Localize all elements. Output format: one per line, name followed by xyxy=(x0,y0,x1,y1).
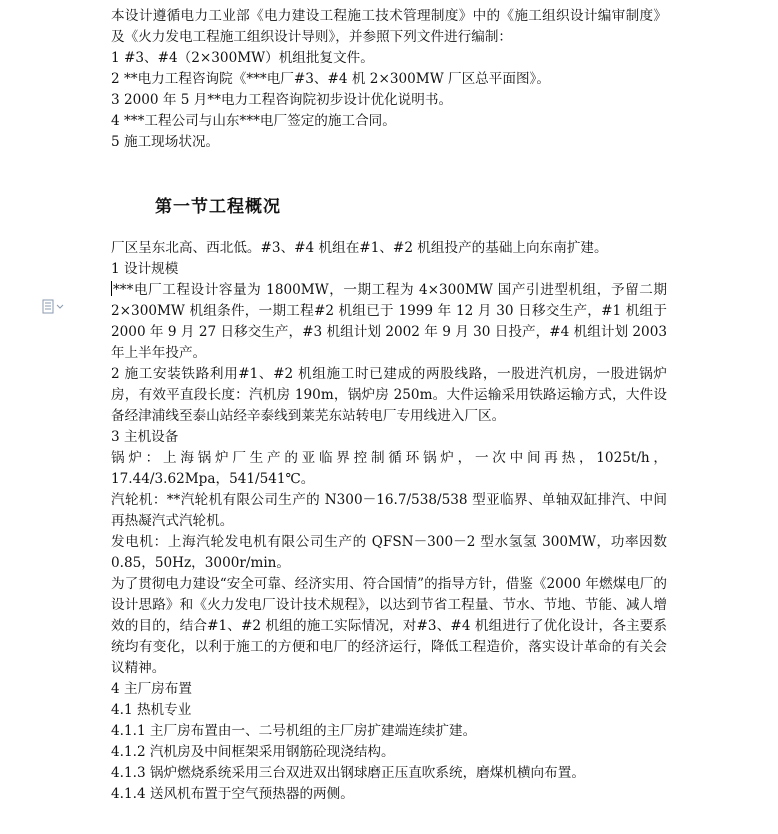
item-4-1-1: 4.1.1 主厂房布置由一、二号机组的主厂房扩建端连续扩建。 xyxy=(111,723,477,739)
spacer xyxy=(111,220,667,238)
site-overview-paragraph: 厂区呈东北高、西北低。#3、#4 机组在#1、#2 机组投产的基础上向东南扩建。 xyxy=(111,240,608,256)
section-heading: 第一节工程概况 xyxy=(155,197,281,217)
reference-item-3: 3 2000 年 5 月**电力工程咨询院初步设计优化说明书。 xyxy=(111,92,453,108)
intro-paragraph: 本设计遵循电力工业部《电力建设工程施工技术管理制度》中的《施工组织设计编审制度》及《火力发电工程施工组织设计导则》，并参照下列文件进行编制： xyxy=(111,8,667,45)
turbine-paragraph: 汽轮机：**汽轮机有限公司生产的 N300－16.7/538/538 型亚临界、单轴双缸排汽、中间再热凝汽式汽轮机。 xyxy=(111,492,667,529)
item-4-1-2: 4.1.2 汽机房及中间框架采用钢筋砼现浇结构。 xyxy=(111,744,395,760)
item-4-1-3: 4.1.3 锅炉燃烧系统采用三台双进双出钢球磨正压直吹系统，磨煤机横向布置。 xyxy=(111,765,585,781)
design-scale-text: ***电厂工程设计容量为 1800MW，一期工程为 4×300MW 国产引进型机组，予留二期 2×300MW 机组条件，一期工程#2 机组已于 1999 年 12 月 30 日移交生产，#1 机组于 2000 年 9 月 27 日移交生产，#3 机组计划 2002 年 9 月 30 日投产，#4 机组计划 2003 年上半年投产。 xyxy=(111,282,667,361)
design-scale-title: 1 设计规模 xyxy=(111,261,179,277)
boiler-paragraph: 锅炉：上海锅炉厂生产的亚临界控制循环锅炉，一次中间再热，1025t/h，17.44/3.62Mpa，541/541℃。 xyxy=(111,450,667,487)
document-body xyxy=(111,6,667,805)
railway-paragraph: 2 施工安装铁路利用#1、#2 机组施工时已建成的两股线路，一股进汽机房，一股进锅炉房，有效平直段长度：汽机房 190m，锅炉房 250m。大件运输采用铁路运输方式，大件设备经津浦线至泰山站经辛泰线到莱芜东站转电厂专用线进入厂区。 xyxy=(111,366,667,424)
text-cursor xyxy=(111,281,112,296)
item-4-1-4: 4.1.4 送风机布置于空气预热器的两侧。 xyxy=(111,786,354,802)
design-scale-paragraph[interactable] xyxy=(111,280,667,364)
main-building-title: 4 主厂房布置 xyxy=(111,681,192,697)
reference-item-1: 1 #3、#4（2×300MW）机组批复文件。 xyxy=(111,50,374,66)
reference-item-2: 2 **电力工程咨询院《***电厂#3、#4 机 2×300MW 厂区总平面图》。 xyxy=(111,71,550,87)
optimization-paragraph: 为了贯彻电力建设“安全可靠、经济实用、符合国情”的指导方针，借鉴《2000 年燃煤电厂的设计思路》和《火力发电厂设计技术规程》，以达到节省工程量、节水、节地、节能、减人增效的目的，结合#1、#2 机组的施工实际情况，对#3、#4 机组进行了优化设计，各主要系统均有变化，以利于施工的方便和电厂的经济运行，降低工程造价，落实设计革命的有关会议精神。 xyxy=(111,576,667,676)
reference-item-4: 4 ***工程公司与山东***电厂签定的施工合同。 xyxy=(111,113,396,129)
main-equipment-title: 3 主机设备 xyxy=(111,429,179,445)
generator-paragraph: 发电机：上海汽轮发电机有限公司生产的 QFSN－300－2 型水氢氢 300MW，功率因数 0.85，50Hz，3000r/min。 xyxy=(111,534,667,571)
thermal-title: 4.1 热机专业 xyxy=(111,702,192,718)
spacer xyxy=(111,153,667,194)
reference-item-5: 5 施工现场状况。 xyxy=(111,134,220,150)
document-icon[interactable] xyxy=(42,299,68,315)
